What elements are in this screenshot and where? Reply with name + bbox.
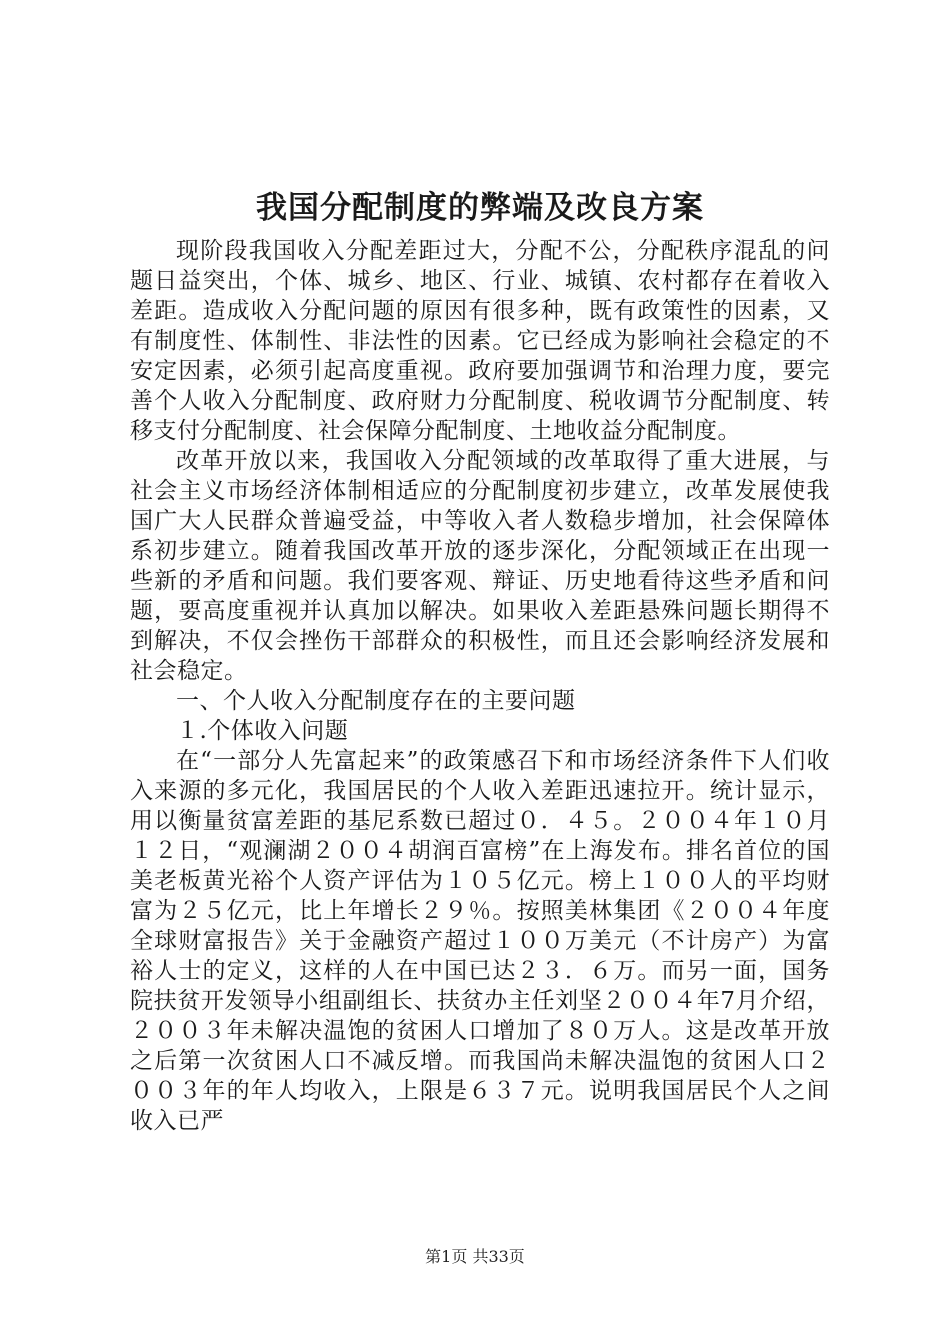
document-title: 我国分配制度的弊端及改良方案 <box>256 190 704 226</box>
section-heading-1: 一、个人收入分配制度存在的主要问题 <box>176 688 576 714</box>
paragraph-intro: 现阶段我国收入分配差距过大，分配不公，分配秩序混乱的问题日益突出，个体、城乡、地区、行业、城镇、农村都存在着收入差距。造成收入分配问题的原因有很多种，既有政策性的因素，又有制度性、体制性、非法性的因素。它已经成为影响社会稳定的不安定因素，必须引起高度重视。政府要加强调节和治理力度，要完善个人收入分配制度、政府财力分配制度、税收调节分配制度、转移支付分配制度、社会保障分配制度、土地收益分配制度。 <box>130 238 830 444</box>
document-page <box>130 186 830 1136</box>
page-footer: 第1页 共33页 <box>425 1247 525 1266</box>
paragraph-reform: 改革开放以来，我国收入分配领域的改革取得了重大进展，与社会主义市场经济体制相适应的分配制度初步建立，改革发展使我国广大人民群众普遍受益，中等收入者人数稳步增加，社会保障体系初步建立。随着我国改革开放的逐步深化，分配领域正在出现一些新的矛盾和问题。我们要客观、辩证、历史地看待这些矛盾和问题，要高度重视并认真加以解决。如果收入差距悬殊问题长期得不到解决，不仅会挫伤干部群众的积极性，而且还会影响经济发展和社会稳定。 <box>130 448 830 684</box>
paragraph-individual-income: 在“一部分人先富起来”的政策感召下和市场经济条件下人们收入来源的多元化，我国居民的个人收入差距迅速拉开。统计显示，用以衡量贫富差距的基尼系数已超过０．４５。２００４年１０月１２日，“观澜湖２００４胡润百富榜”在上海发布。排名首位的国美老板黄光裕个人资产评估为１０５亿元。榜上１００人的平均财富为２５亿元，比上年增长２９％。按照美林集团《２００４年度全球财富报告》关于金融资产超过１００万美元（不计房产）为富裕人士的定义，这样的人在中国已达２３．６万。而另一面，国务院扶贫开发领导小组副组长、扶贫办主任刘坚２００４年7月介绍，２００３年未解决温饱的贫困人口增加了８０万人。这是改革开放之后第一次贫困人口不减反增。而我国尚未解决温饱的贫困人口２００３年的年人均收入，上限是６３７元。说明我国居民个人之间收入已严 <box>130 748 830 1134</box>
subsection-heading-1: １.个体收入问题 <box>176 718 349 744</box>
